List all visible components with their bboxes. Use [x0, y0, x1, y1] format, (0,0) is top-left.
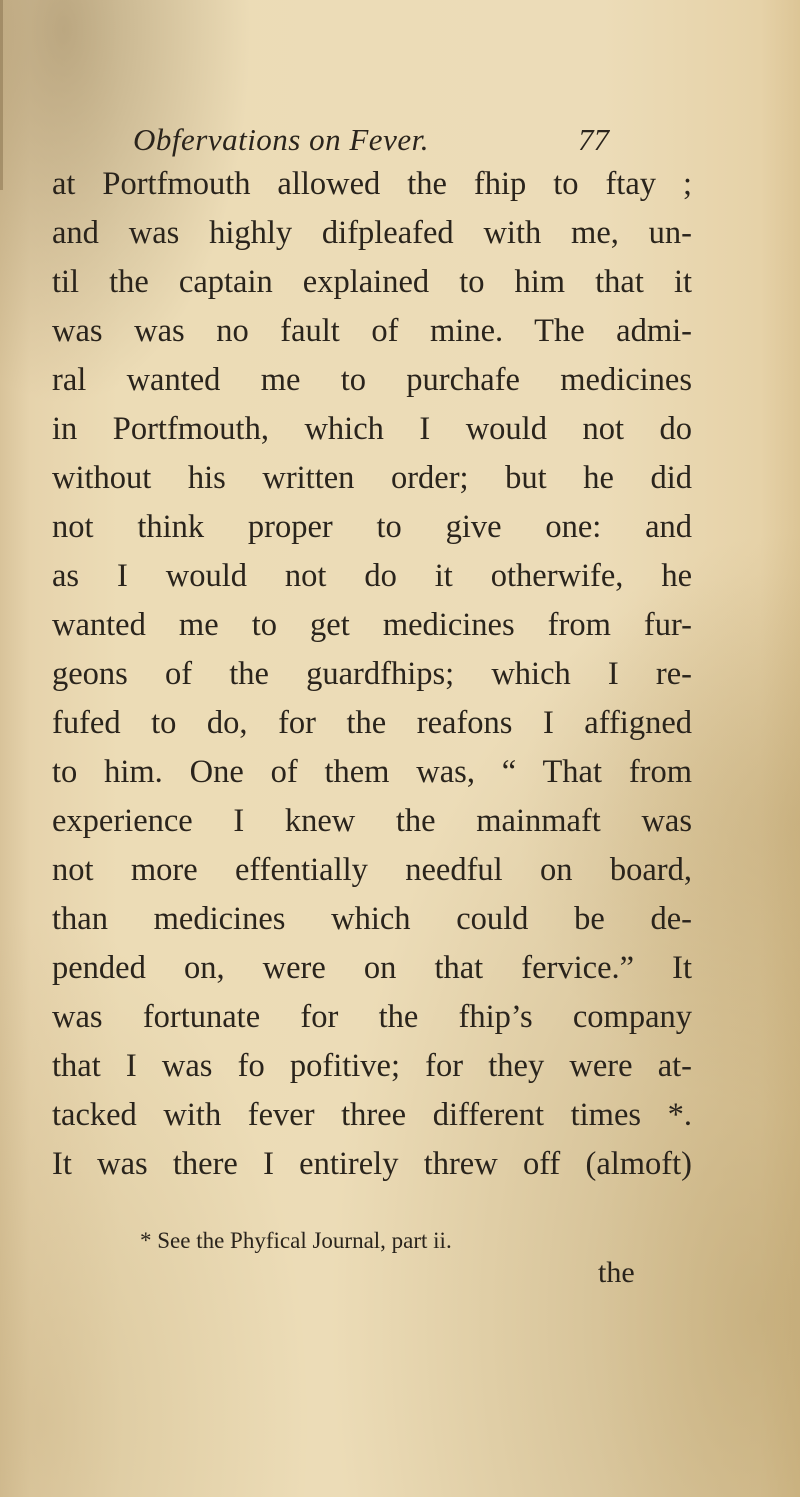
text-line: that I was fo pofitive; for they were at- — [52, 1048, 692, 1084]
page-number: 77 — [578, 122, 609, 157]
footnote: * See the Phyfical Journal, part ii. — [140, 1228, 452, 1253]
text-line: at Portfmouth allowed the fhip to ftay ; — [52, 166, 692, 202]
text-line: not more effentially needful on board, — [52, 852, 692, 888]
body-text — [52, 160, 692, 1189]
text-line: pended on, were on that fervice.” It — [52, 950, 692, 986]
text-line: tacked with fever three different times *. — [52, 1097, 692, 1133]
text-line: fufed to do, for the reafons I affigned — [52, 705, 692, 741]
text-line: without his written order; but he did — [52, 460, 692, 496]
running-head — [0, 122, 800, 162]
text-line: geons of the guardfhips; which I re- — [52, 656, 692, 692]
text-line: til the captain explained to him that it — [52, 264, 692, 300]
running-head-title: Obfervations on Fever. — [133, 122, 429, 157]
text-line: ral wanted me to purchafe medicines — [52, 362, 692, 398]
text-line: was fortunate for the fhip’s company — [52, 999, 692, 1035]
text-line: not think proper to give one: and — [52, 509, 692, 545]
text-line: It was there I entirely threw off (almoft) — [52, 1146, 692, 1182]
text-line: in Portfmouth, which I would not do — [52, 411, 692, 447]
text-line: to him. One of them was, “ That from — [52, 754, 692, 790]
text-line: than medicines which could be de- — [52, 901, 692, 937]
text-line: was was no fault of mine. The admi- — [52, 313, 692, 349]
text-line: wanted me to get medicines from fur- — [52, 607, 692, 643]
text-line: and was highly difpleafed with me, un- — [52, 215, 692, 251]
text-line: as I would not do it otherwife, he — [52, 558, 692, 594]
text-line: experience I knew the mainmaft was — [52, 803, 692, 839]
catchword: the — [598, 1256, 635, 1289]
